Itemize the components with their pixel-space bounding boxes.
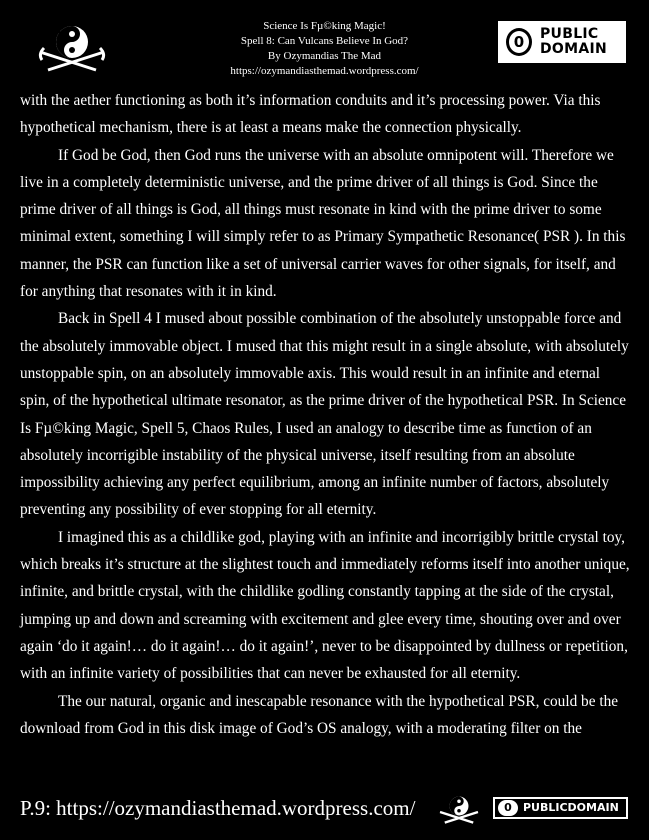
- header-titles: [150, 19, 499, 79]
- public-domain-badge: [498, 21, 626, 63]
- public-domain-small-badge: [493, 797, 628, 819]
- public-domain-label: PUBLIC DOMAIN: [540, 26, 608, 57]
- page-header: [0, 0, 649, 90]
- yin-yang-pirate-logo-icon: [36, 20, 108, 74]
- header-series-title: Science Is Fµ©king Magic!: [263, 20, 386, 32]
- paragraph: If God be God, then God runs the universe with an absolute omnipotent will. Therefore we live in a completely deterministic universe, and the prime driver of all things is God. Since the prime driver of all things is God, all things must resonate in kind with the prime driver to some minimal extent, something I will simply refer to as Primary Sympathetic Resonance( PSR ). In this manner, the PSR can function like a set of universal carrier waves for other signals, for itself, and for anything that resonates with it in kind.: [20, 146, 626, 301]
- public-domain-small-icon: 0: [498, 800, 518, 816]
- yin-yang-pirate-logo-small-icon: [436, 793, 482, 825]
- paragraph: with the aether functioning as both it’s information conduits and it’s processing power. Via this hypothetical mechanism, there is at least a means make the connection physically.: [20, 92, 601, 137]
- public-domain-icon: 0: [506, 28, 532, 56]
- paragraph: Back in Spell 4 I mused about possible combination of the absolutely unstoppable force and the absolutely immovable object. I mused that this might result in a single absolute, with absolutely unstoppable spin, on an absolutely immovable axis. This would result in an infinite and eternal spin, of the hypothetical ultimate resonator, as the prime driver of the hypothetical PSR. In Science Is Fµ©king Magic, Spell 5, Chaos Rules, I used an analogy to describe time as function of an absolutely incorrigible instability of the physical universe, itself resulting from an absolute impossibility achieving any perfect equilibrium, among an infinite number of factors, absolutely preventing any possibility of ever stopping for all eternity.: [20, 310, 629, 519]
- paragraph: I imagined this as a childlike god, playing with an infinite and incorrigibly brittle crystal toy, which breaks it’s structure at the slightest touch and immediately reforms itself into another unique, infinite, and brittle crystal, with the childlike godling constantly tapping at the side of the crystal, jumping up and down and screaming with excitement and glee every time, shouting over and over again ‘do it again!… do it again!… do it again!’, never to be disappointed by dullness or repetition, with an infinite variety of possibilities that can never be exhausted for all eternity.: [20, 528, 630, 683]
- footer-page-url[interactable]: P.9: https://ozymandiasthemad.wordpress.com/: [20, 796, 416, 820]
- page-footer: [0, 790, 649, 830]
- header-spell-title: Spell 8: Can Vulcans Believe In God?: [240, 35, 409, 47]
- paragraph: The our natural, organic and inescapable resonance with the hypothetical PSR, could be the download from God in this disk image of God’s OS analogy, with a moderating filter on the: [20, 692, 619, 737]
- public-domain-small-label: PUBLICDOMAIN: [523, 801, 619, 814]
- header-author: By Ozymandias The Mad: [267, 50, 382, 62]
- header-url[interactable]: https://ozymandiasthemad.wordpress.com/: [230, 65, 419, 77]
- article-body: [20, 87, 632, 742]
